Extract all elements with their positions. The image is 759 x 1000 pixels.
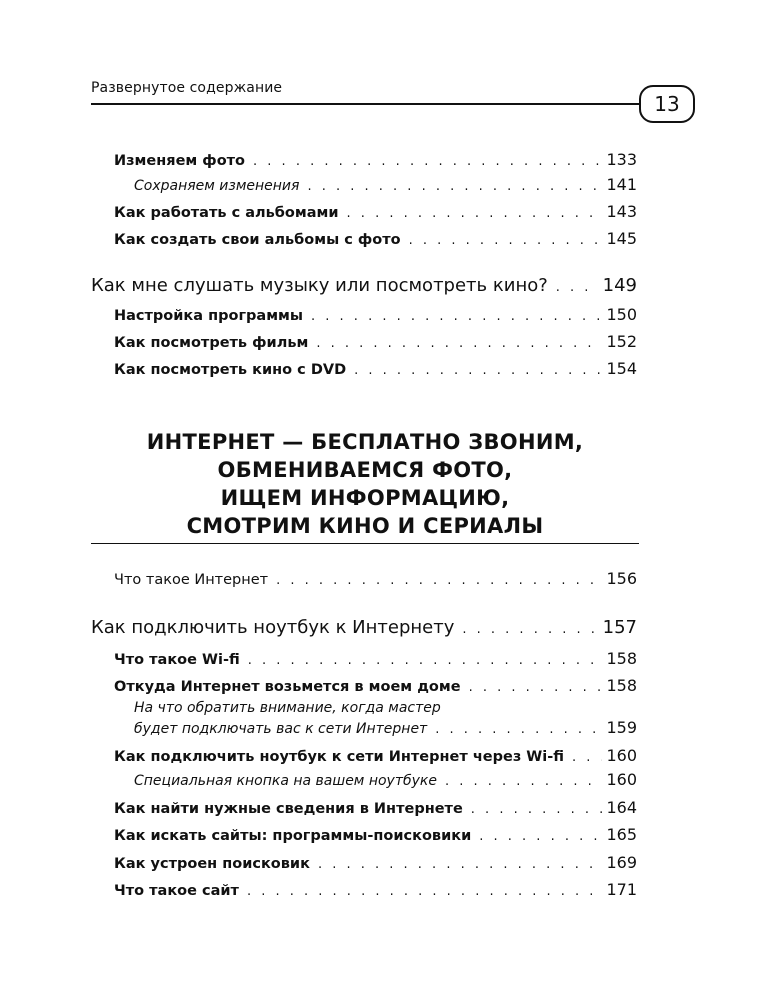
section-heading <box>91 428 639 540</box>
toc-entry-title: Как посмотреть фильм <box>114 335 309 351</box>
toc-chapter-title: Как подключить ноутбук к Интернету <box>91 617 455 638</box>
toc-entry-page: 152 <box>606 332 637 351</box>
section-rule <box>91 543 639 544</box>
toc-leader <box>318 857 603 872</box>
toc-entry[interactable] <box>114 202 637 221</box>
toc-entry[interactable] <box>114 798 637 817</box>
toc-entry[interactable] <box>114 825 637 844</box>
toc-entry-page: 141 <box>606 175 637 194</box>
toc-entry-title: Сохраняем изменения <box>134 178 300 194</box>
toc-subentry[interactable] <box>134 718 637 737</box>
section-heading-line: ИНТЕРНЕТ — БЕСПЛАТНО ЗВОНИМ, <box>146 430 584 454</box>
toc-leader <box>316 336 602 351</box>
toc-entry-page: 164 <box>606 798 637 817</box>
toc-entry-title: Как искать сайты: программы-поисковики <box>114 828 472 844</box>
toc-leader <box>247 884 603 899</box>
toc-leader <box>253 154 602 169</box>
toc-leader <box>471 802 603 817</box>
toc-subentry-line: На что обратить внимание, когда мастер <box>134 700 441 716</box>
toc-leader <box>347 206 603 221</box>
toc-chapter[interactable] <box>91 617 637 638</box>
header-rule <box>91 103 639 105</box>
toc-entry-title: Настройка программы <box>114 308 304 324</box>
toc-entry[interactable] <box>114 880 637 899</box>
toc-leader <box>462 622 598 637</box>
toc-entry-title: Как найти нужные сведения в Интернете <box>114 801 463 817</box>
toc-entry[interactable] <box>114 649 637 668</box>
toc-entry-title: Изменяем фото <box>114 153 246 169</box>
toc-subentry[interactable] <box>134 175 637 194</box>
toc-entry-page: 154 <box>606 359 637 378</box>
toc-entry-page: 156 <box>606 569 637 588</box>
toc-leader <box>311 309 602 324</box>
section-heading-line: ОБМЕНИВАЕМСЯ ФОТО, <box>217 458 513 482</box>
toc-leader <box>479 829 602 844</box>
toc-entry-title: Как посмотреть кино с DVD <box>114 362 347 378</box>
toc-entry-page: 145 <box>606 229 637 248</box>
toc-entry[interactable] <box>114 150 637 169</box>
toc-entry[interactable] <box>114 746 637 765</box>
section-heading-line: ИЩЕМ ИНФОРМАЦИЮ, <box>220 486 510 510</box>
page-number-badge <box>639 85 695 123</box>
toc-entry[interactable] <box>114 676 637 695</box>
toc-leader <box>409 233 603 248</box>
toc-entry[interactable] <box>114 332 637 351</box>
toc-leader <box>276 573 602 588</box>
toc-entry-page: 159 <box>606 718 637 737</box>
toc-entry[interactable] <box>114 569 637 588</box>
toc-entry-page: 133 <box>606 150 637 169</box>
toc-entry-page: 158 <box>606 676 637 695</box>
toc-entry-page: 169 <box>606 853 637 872</box>
toc-leader <box>354 363 602 378</box>
toc-entry-title: Как подключить ноутбук к сети Интернет через Wi-fi <box>114 749 565 765</box>
toc-subentry[interactable] <box>134 770 637 789</box>
toc-leader <box>248 653 603 668</box>
toc-entry-title: Откуда Интернет возьмется в моем доме <box>114 679 461 695</box>
toc-entry-title: Как создать свои альбомы с фото <box>114 232 401 248</box>
page-number: 13 <box>654 92 680 116</box>
toc-entry[interactable] <box>114 229 637 248</box>
toc-entry-title: Как устроен поисковик <box>114 856 310 872</box>
toc-leader <box>435 722 602 737</box>
toc-entry-page: 160 <box>606 770 637 789</box>
toc-entry-title: Как работать с альбомами <box>114 205 339 221</box>
toc-entry-page: 171 <box>606 880 637 899</box>
toc-chapter-title: Как мне слушать музыку или посмотреть кино? <box>91 275 548 296</box>
toc-entry-page: 150 <box>606 305 637 324</box>
toc-entry[interactable] <box>114 305 637 324</box>
toc-entry-title: Что такое Wi-fi <box>114 652 240 668</box>
toc-entry-page: 158 <box>606 649 637 668</box>
section-heading-line: СМОТРИМ КИНО И СЕРИАЛЫ <box>186 514 544 538</box>
toc-entry-page: 149 <box>602 275 637 296</box>
toc-entry-page: 157 <box>602 617 637 638</box>
toc-leader <box>307 179 602 194</box>
toc-entry-title: будет подключать вас к сети Интернет <box>134 721 428 737</box>
running-head: Развернутое содержание <box>91 80 283 96</box>
toc-entry-title: Что такое сайт <box>114 883 239 899</box>
toc-entry-title: Специальная кнопка на вашем ноутбуке <box>134 773 437 789</box>
toc-entry[interactable] <box>114 853 637 872</box>
toc-entry-page: 160 <box>606 746 637 765</box>
toc-entry[interactable] <box>114 359 637 378</box>
toc-leader <box>445 774 602 789</box>
toc-entry-page: 165 <box>606 825 637 844</box>
toc-entry-title: Что такое Интернет <box>114 572 269 588</box>
toc-chapter[interactable] <box>91 275 637 296</box>
toc-leader <box>572 750 602 765</box>
toc-entry-page: 143 <box>606 202 637 221</box>
toc-leader <box>469 680 603 695</box>
toc-leader <box>556 280 599 295</box>
